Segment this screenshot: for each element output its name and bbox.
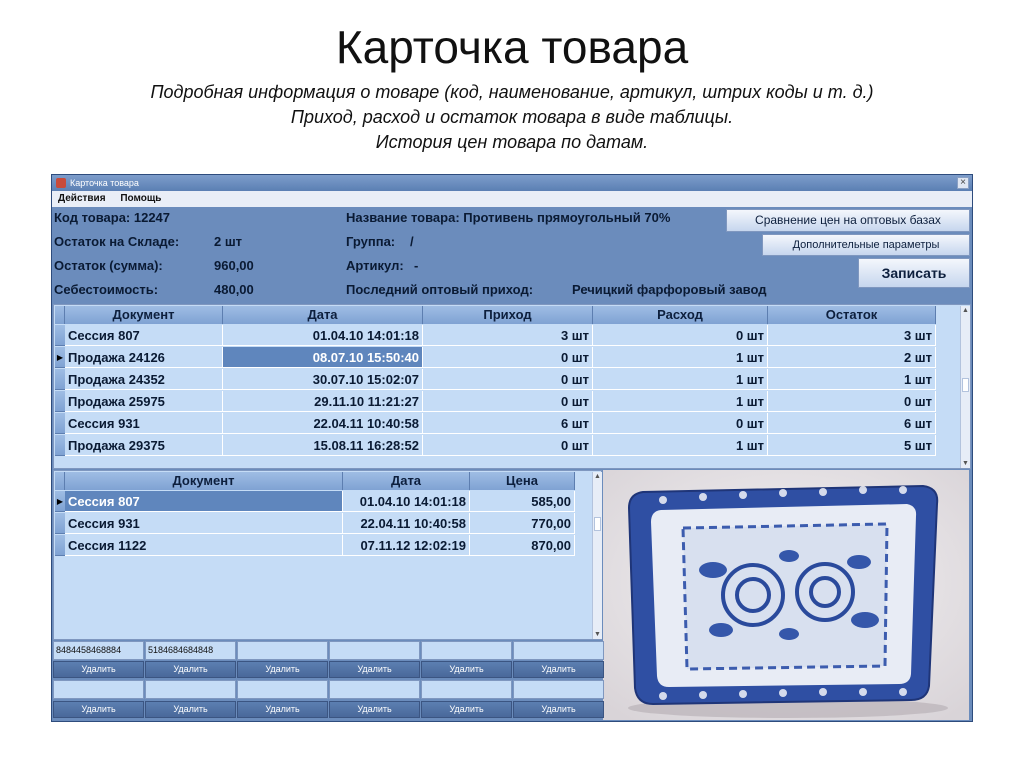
barcode-input[interactable] <box>145 680 236 699</box>
extra-params-button[interactable]: Дополнительные параметры <box>762 234 970 256</box>
movement-cell-income[interactable]: 0 шт <box>423 391 593 412</box>
cost-label: Себестоимость: <box>54 282 159 297</box>
movement-cell-income[interactable]: 6 шт <box>423 413 593 434</box>
scroll-down-icon[interactable]: ▼ <box>594 631 601 638</box>
price-corner <box>55 472 65 490</box>
barcode-input[interactable] <box>421 680 512 699</box>
cost-value: 480,00 <box>214 282 254 297</box>
slide-subtitle-2: Приход, расход и остаток товара в виде таблицы. <box>290 107 734 127</box>
scroll-up-icon[interactable]: ▲ <box>594 473 601 480</box>
price-cell-document[interactable]: Сессия 931 <box>65 513 343 534</box>
window-titlebar[interactable] <box>52 175 972 191</box>
compare-prices-button[interactable]: Сравнение цен на оптовых базах <box>726 209 970 232</box>
movement-corner <box>55 306 65 324</box>
movement-cell-date[interactable]: 30.07.10 15:02:07 <box>223 369 423 390</box>
delete-row-1 <box>52 661 603 679</box>
price-header-price[interactable]: Цена <box>470 472 575 490</box>
stock-label: Остаток на Складе: <box>54 234 180 249</box>
row-indicator[interactable] <box>55 369 65 390</box>
movement-cell-date[interactable]: 08.07.10 15:50:40 <box>223 347 423 368</box>
tray-illustration <box>603 470 969 720</box>
barcode-row-2 <box>52 680 603 700</box>
price-cell-price[interactable]: 585,00 <box>470 491 575 512</box>
movement-cell-expense[interactable]: 0 шт <box>593 413 768 434</box>
movement-cell-remainder[interactable]: 6 шт <box>768 413 936 434</box>
article-label: Артикул: <box>346 258 404 273</box>
stock-value: 2 шт <box>214 234 243 249</box>
menu-help[interactable]: Помощь <box>120 193 162 204</box>
delete-barcode-button[interactable]: Удалить <box>237 661 328 678</box>
slide-title: Карточка товара <box>335 21 689 73</box>
movement-cell-document[interactable]: Продажа 25975 <box>65 391 223 412</box>
slide-subtitle-3: История цен товара по датам. <box>375 132 649 152</box>
article-value: - <box>414 258 419 273</box>
movement-cell-expense[interactable]: 0 шт <box>593 325 768 346</box>
scroll-up-icon[interactable]: ▲ <box>962 307 969 314</box>
row-indicator[interactable] <box>55 325 65 346</box>
barcode-input[interactable]: 5184684684848 <box>145 641 236 660</box>
group-label: Группа: <box>346 234 396 249</box>
price-cell-document[interactable]: Сессия 807 <box>65 491 343 512</box>
delete-barcode-button[interactable]: Удалить <box>53 661 144 678</box>
save-button[interactable]: Записать <box>858 258 970 288</box>
scroll-down-icon[interactable]: ▼ <box>962 460 969 467</box>
barcode-input[interactable] <box>237 641 328 660</box>
delete-barcode-button[interactable]: Удалить <box>329 701 420 718</box>
row-indicator[interactable] <box>55 391 65 412</box>
barcode-input[interactable]: 8484458468884 <box>53 641 144 660</box>
row-indicator[interactable] <box>55 513 65 534</box>
price-cell-date[interactable]: 07.11.12 12:02:19 <box>343 535 470 556</box>
movement-cell-document[interactable]: Сессия 807 <box>65 325 223 346</box>
price-cell-document[interactable]: Сессия 1122 <box>65 535 343 556</box>
movement-header-remainder[interactable]: Остаток <box>768 306 936 324</box>
barcode-input[interactable] <box>237 680 328 699</box>
group-value: / <box>410 234 414 249</box>
movement-cell-date[interactable]: 29.11.10 11:21:27 <box>223 391 423 412</box>
movement-cell-remainder[interactable]: 3 шт <box>768 325 936 346</box>
row-pointer-icon[interactable]: ▶ <box>55 347 65 368</box>
product-name: Название товара: Противень прямоугольный 70% <box>346 210 671 225</box>
movement-cell-remainder[interactable]: 2 шт <box>768 347 936 368</box>
price-scrollbar[interactable] <box>592 472 602 639</box>
price-cell-price[interactable]: 870,00 <box>470 535 575 556</box>
barcode-input[interactable] <box>53 680 144 699</box>
row-indicator[interactable] <box>55 535 65 556</box>
price-scroll-thumb[interactable] <box>594 517 601 531</box>
close-icon[interactable]: × <box>957 177 969 189</box>
price-cell-price[interactable]: 770,00 <box>470 513 575 534</box>
app-icon <box>56 178 66 188</box>
stock-sum-value: 960,00 <box>214 258 254 273</box>
menu-actions[interactable]: Действия <box>58 193 106 204</box>
movement-cell-remainder[interactable]: 1 шт <box>768 369 936 390</box>
movement-cell-document[interactable]: Сессия 931 <box>65 413 223 434</box>
movement-cell-expense[interactable]: 1 шт <box>593 435 768 456</box>
delete-barcode-button[interactable]: Удалить <box>145 701 236 718</box>
delete-barcode-button[interactable]: Удалить <box>329 661 420 678</box>
movement-cell-document[interactable]: Продажа 24126 <box>65 347 223 368</box>
movement-cell-income[interactable]: 3 шт <box>423 325 593 346</box>
menubar <box>52 191 972 207</box>
movement-table <box>53 304 971 469</box>
window-title: Карточка товара <box>70 178 139 188</box>
movement-cell-income[interactable]: 0 шт <box>423 435 593 456</box>
price-cell-date[interactable]: 22.04.11 10:40:58 <box>343 513 470 534</box>
barcode-input[interactable] <box>421 641 512 660</box>
barcode-row-1 <box>52 641 603 661</box>
barcode-input[interactable] <box>329 680 420 699</box>
movement-header-expense[interactable]: Расход <box>593 306 768 324</box>
delete-barcode-button[interactable]: Удалить <box>513 661 604 678</box>
price-header-date[interactable]: Дата <box>343 472 470 490</box>
product-card-window <box>51 174 973 722</box>
movement-cell-remainder[interactable]: 5 шт <box>768 435 936 456</box>
delete-barcode-button[interactable]: Удалить <box>513 701 604 718</box>
barcode-input[interactable] <box>513 680 604 699</box>
delete-row-2 <box>52 701 603 719</box>
movement-cell-expense[interactable]: 1 шт <box>593 391 768 412</box>
barcode-input[interactable] <box>513 641 604 660</box>
delete-barcode-button[interactable]: Удалить <box>421 701 512 718</box>
last-income-label: Последний оптовый приход: <box>346 282 534 297</box>
movement-cell-expense[interactable]: 1 шт <box>593 369 768 390</box>
stock-sum-label: Остаток (сумма): <box>54 258 163 273</box>
movement-scrollbar[interactable] <box>960 306 970 468</box>
product-photo <box>603 470 969 720</box>
movement-cell-date[interactable]: 15.08.11 16:28:52 <box>223 435 423 456</box>
delete-barcode-button[interactable]: Удалить <box>421 661 512 678</box>
movement-header-income[interactable]: Приход <box>423 306 593 324</box>
price-header-document[interactable]: Документ <box>65 472 343 490</box>
last-income-value: Речицкий фарфоровый завод <box>572 282 767 297</box>
delete-barcode-button[interactable]: Удалить <box>53 701 144 718</box>
row-indicator[interactable] <box>55 413 65 434</box>
slide-subtitle-1: Подробная информация о товаре (код, наименование, артикул, штрих коды и т. д.) <box>150 82 874 102</box>
movement-header-date[interactable]: Дата <box>223 306 423 324</box>
price-table <box>53 470 602 640</box>
barcode-input[interactable] <box>329 641 420 660</box>
movement-cell-income[interactable]: 0 шт <box>423 347 593 368</box>
delete-barcode-button[interactable]: Удалить <box>145 661 236 678</box>
movement-cell-date[interactable]: 22.04.11 10:40:58 <box>223 413 423 434</box>
price-cell-date[interactable]: 01.04.10 14:01:18 <box>343 491 470 512</box>
row-indicator[interactable] <box>55 435 65 456</box>
movement-cell-document[interactable]: Продажа 29375 <box>65 435 223 456</box>
product-code: Код товара: 12247 <box>54 210 171 225</box>
movement-cell-remainder[interactable]: 0 шт <box>768 391 936 412</box>
row-pointer-icon[interactable]: ▶ <box>55 491 65 512</box>
movement-cell-expense[interactable]: 1 шт <box>593 347 768 368</box>
movement-cell-date[interactable]: 01.04.10 14:01:18 <box>223 325 423 346</box>
movement-cell-document[interactable]: Продажа 24352 <box>65 369 223 390</box>
movement-scroll-thumb[interactable] <box>962 378 969 392</box>
delete-barcode-button[interactable]: Удалить <box>237 701 328 718</box>
movement-header-document[interactable]: Документ <box>65 306 223 324</box>
movement-cell-income[interactable]: 0 шт <box>423 369 593 390</box>
